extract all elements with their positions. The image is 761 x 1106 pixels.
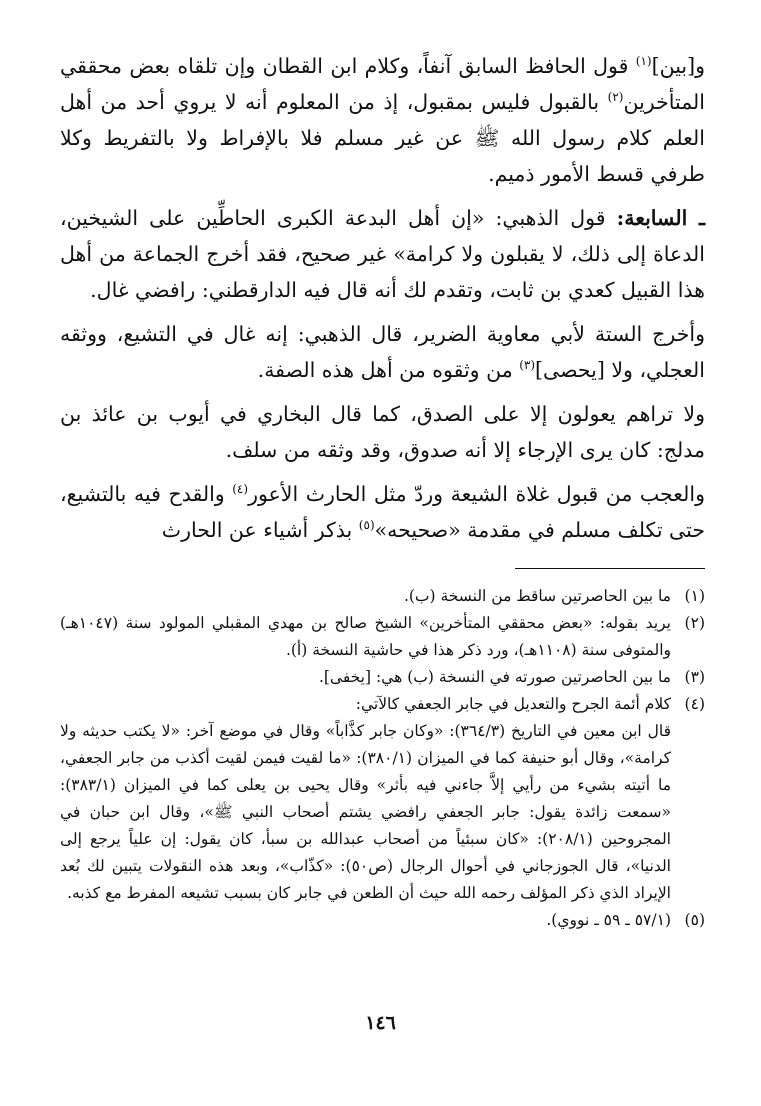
footnote-4-body: قال ابن معين في التاريخ (٣٦٤/٣): «وكان جابر كذَّاباً» وقال في موضع آخر: «لا يكتب حديثه ولا كرامة»، وقال أبو حنيفة كما في الميزان (٣٨٠/١): «ما لقيت فيمن لقيت أكذب من جابر الجعفي، ما أتيته بشيء من رأيي إلاَّ جاءني فيه بأثر» وقال يحيى بن يعلى كما في الميزان (٣٨٣/١): «سمعت زائدة يقول: جابر الجعفي رافضي يشتم أصحاب النبي ﷺ»، وقال ابن حبان في المجروحين (٢٠٨/١): «كان سبئياً من أصحاب عبدالله بن سبأ، كان يقول: إن علياً يرجع إلى الدنيا»، قال الجوزجاني في أحوال الرجال (ص٥٠): «كذّاب»، وبعد هذه النقولات يتبين لك بُعد الإيراد الذي ذكر المؤلف رحمه الله حيث أن الطعن في جابر كان بسبب تشيعه المفرط مع كذبه. — [60, 722, 671, 902]
footnote-ref-3[interactable]: (٣) — [519, 358, 536, 373]
footnote-4 — [60, 691, 705, 907]
footnote-text: (٥٧/١ ـ ٥٩ ـ نووي). — [546, 911, 671, 929]
page-number: ١٤٦ — [365, 1012, 396, 1034]
paragraph-3 — [60, 316, 705, 388]
footnote-ref-1[interactable]: (١) — [635, 54, 652, 69]
footnote-number: (٢) — [684, 614, 705, 632]
footnote-ref-4[interactable]: (٤) — [232, 482, 249, 497]
text-run: بذكر أشياء عن الحارث — [161, 518, 359, 542]
paragraph-5 — [60, 476, 705, 548]
footnote-1 — [60, 583, 705, 610]
footnote-number: (٣) — [684, 668, 705, 686]
text-run: بالقبول فليس بمقبول، إذ من المعلوم أنه لا يروي أحد من أهل العلم كلام رسول الله ﷺ عن غير مسلم فلا بالإفراط ولا بالتفريط وكلا طرفي قسط الأمور ذميم. — [60, 90, 705, 186]
footnote-ref-2[interactable]: (٢) — [607, 90, 624, 105]
footnote-text: ما بين الحاصرتين صورته في النسخة (ب) هي: [يخفى]. — [318, 668, 671, 686]
paragraph-4 — [60, 396, 705, 468]
section-label: ـ السابعة: — [616, 206, 705, 230]
footnotes — [60, 583, 705, 934]
footnote-text: يريد بقوله: «بعض محققي المتأخرين» الشيخ صالح بن مهدي المقبلي المولود سنة (١٠٤٧هـ) والمتوفى سنة (١١٠٨هـ)، ورد ذكر هذا في حاشية النسخة (أ). — [60, 614, 671, 659]
footnote-number: (٤) — [684, 695, 705, 713]
text-run: قول الحافظ السابق آنفاً، وكلام ابن القطان وإن تلقاه بعض محققي المتأخرين — [60, 54, 705, 114]
footnote-number: (٥) — [684, 911, 705, 929]
text-run: وأخرج الستة لأبي معاوية الضرير، قال الذهبي: إنه غال في التشيع، ووثقه العجلي، ولا [يحصى] — [60, 322, 705, 382]
page — [60, 48, 705, 934]
paragraph-1 — [60, 48, 705, 192]
footnote-2 — [60, 610, 705, 664]
footnote-3 — [60, 664, 705, 691]
text-run: ولا تراهم يعولون إلا على الصدق، كما قال البخاري في أيوب بن عائذ بن مدلج: كان يرى الإرجاء إلا أنه صدوق، وقد وثقه من سلف. — [60, 402, 705, 462]
footnote-number: (١) — [684, 587, 705, 605]
main-text — [60, 48, 705, 548]
footnote-text: ما بين الحاصرتين ساقط من النسخة (ب). — [403, 587, 671, 605]
paragraph-2 — [60, 200, 705, 308]
text-run: قول الذهبي: «إن أهل البدعة الكبرى الحاطِّين على الشيخين، الدعاة إلى ذلك، لا يقبلون ولا كرامة» غير صحيح، فقد أخرج الجماعة من أهل هذا القبيل كعدي بن ثابت، وتقدم لك أنه قال فيه الدارقطني: رافضي غال. — [60, 206, 705, 302]
footnote-text — [60, 691, 671, 907]
text-run: والقدح فيه بالتشيع، حتى تكلف مسلم في مقدمة «صحيحه» — [60, 482, 705, 542]
footnote-divider — [515, 568, 705, 569]
text-run: من وثقوه من أهل هذه الصفة. — [257, 358, 520, 382]
footnote-4-heading: كلام أئمة الجرح والتعديل في جابر الجعفي كالآتي: — [355, 695, 671, 713]
footnote-5 — [60, 907, 705, 934]
text-run: والعجب من قبول غلاة الشيعة وردّ مثل الحارث الأعور — [248, 482, 705, 506]
footnote-ref-5[interactable]: (٥) — [358, 518, 375, 533]
text-run: و[بين] — [651, 54, 705, 78]
